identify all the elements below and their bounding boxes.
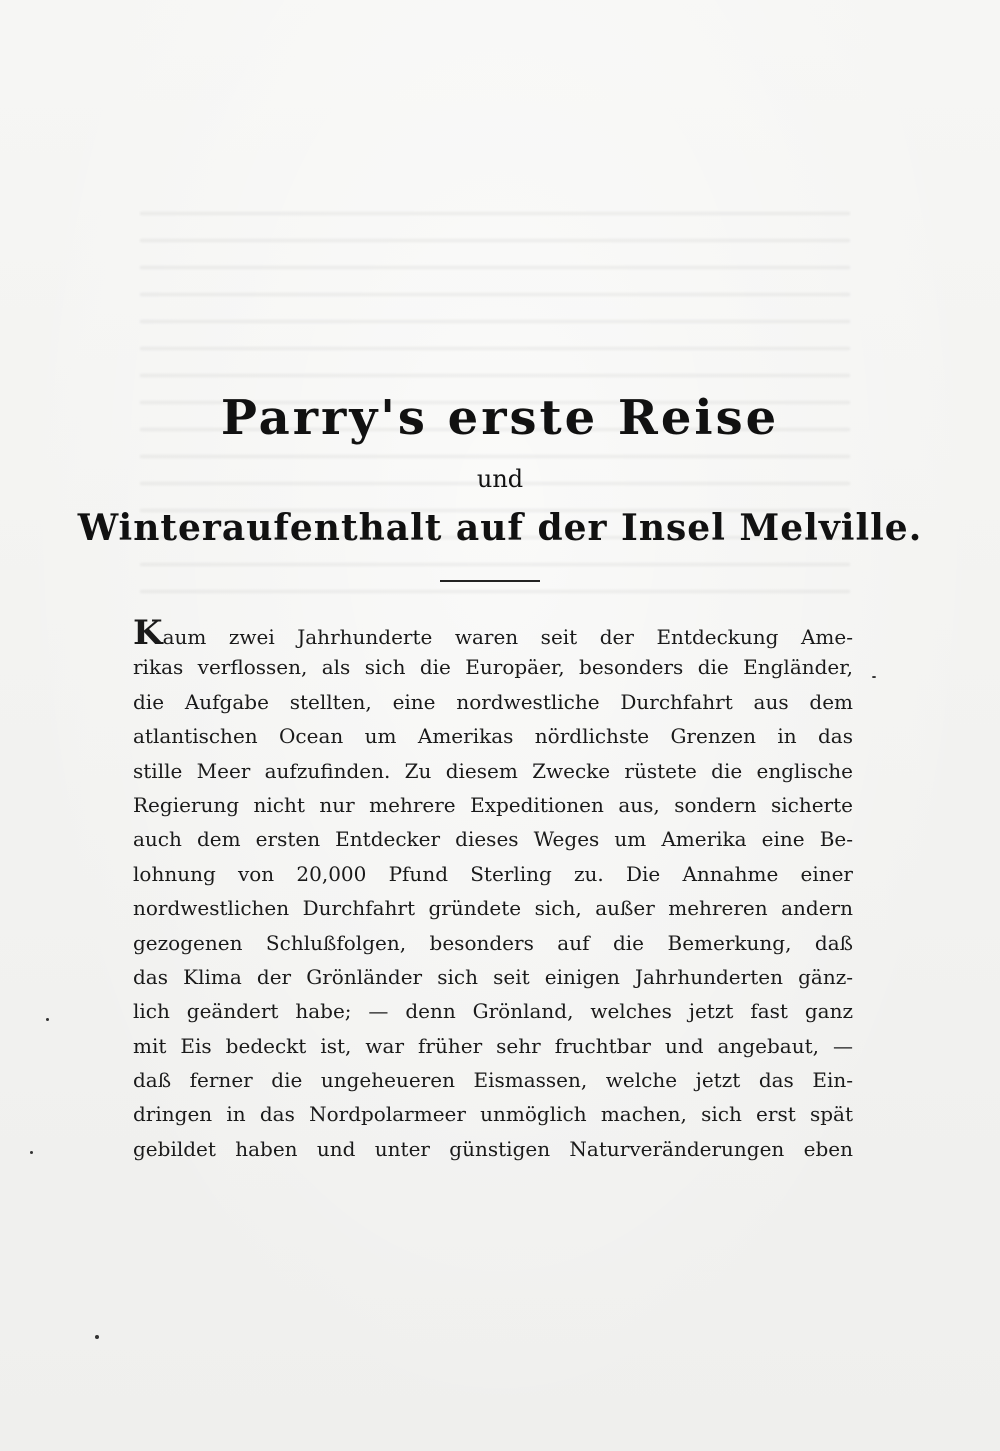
title-divider: [440, 580, 540, 582]
text-line: die Aufgabe stellten, eine nordwestliche Durchfahrt aus dem: [133, 689, 853, 714]
scan-speck: [46, 1018, 49, 1021]
text-line: atlantischen Ocean um Amerikas nördlichste Grenzen in das: [133, 724, 853, 749]
text-line: mit Eis bedeckt ist, war früher sehr fruchtbar und angebaut, —: [133, 1033, 853, 1058]
scan-speck: [30, 1151, 33, 1154]
chapter-title: Parry's erste Reise: [220, 390, 780, 446]
text-line: gebildet haben und unter günstigen Naturveränderungen eben: [133, 1136, 853, 1161]
text-line: dringen in das Nordpolarmeer unmöglich machen, sich erst spät: [133, 1102, 853, 1127]
title-connector: und: [476, 465, 524, 493]
text-line: gezogenen Schlußfolgen, besonders auf die Bemerkung, daß: [133, 930, 853, 955]
text-line: auch dem ersten Entdecker dieses Weges um Amerika eine Be-: [133, 827, 853, 852]
text-line: Kaum zwei Jahrhunderte waren seit der Entdeckung Ame-: [133, 616, 853, 651]
text-line: lohnung von 20,000 Pfund Sterling zu. Die Annahme einer: [133, 861, 853, 886]
text-line: rikas verflossen, als sich die Europäer, besonders die Engländer,: [133, 655, 853, 680]
scan-speck: [872, 676, 876, 678]
text-line: das Klima der Grönländer sich seit einigen Jahrhunderten gänz-: [133, 964, 853, 989]
text-line: nordwestlichen Durchfahrt gründete sich, außer mehreren andern: [133, 896, 853, 921]
scan-speck: [95, 1335, 99, 1339]
body-paragraph: [133, 616, 853, 1166]
chapter-subtitle: Winteraufenthalt auf der Insel Melville.: [77, 507, 923, 549]
text-line: stille Meer aufzufinden. Zu diesem Zwecke rüstete die englische: [133, 758, 853, 783]
text-line: Regierung nicht nur mehrere Expeditionen aus, sondern sicherte: [133, 792, 853, 817]
text-line: daß ferner die ungeheueren Eismassen, welche jetzt das Ein-: [133, 1068, 853, 1093]
text-line: lich geändert habe; — denn Grönland, welches jetzt fast ganz: [133, 999, 853, 1024]
